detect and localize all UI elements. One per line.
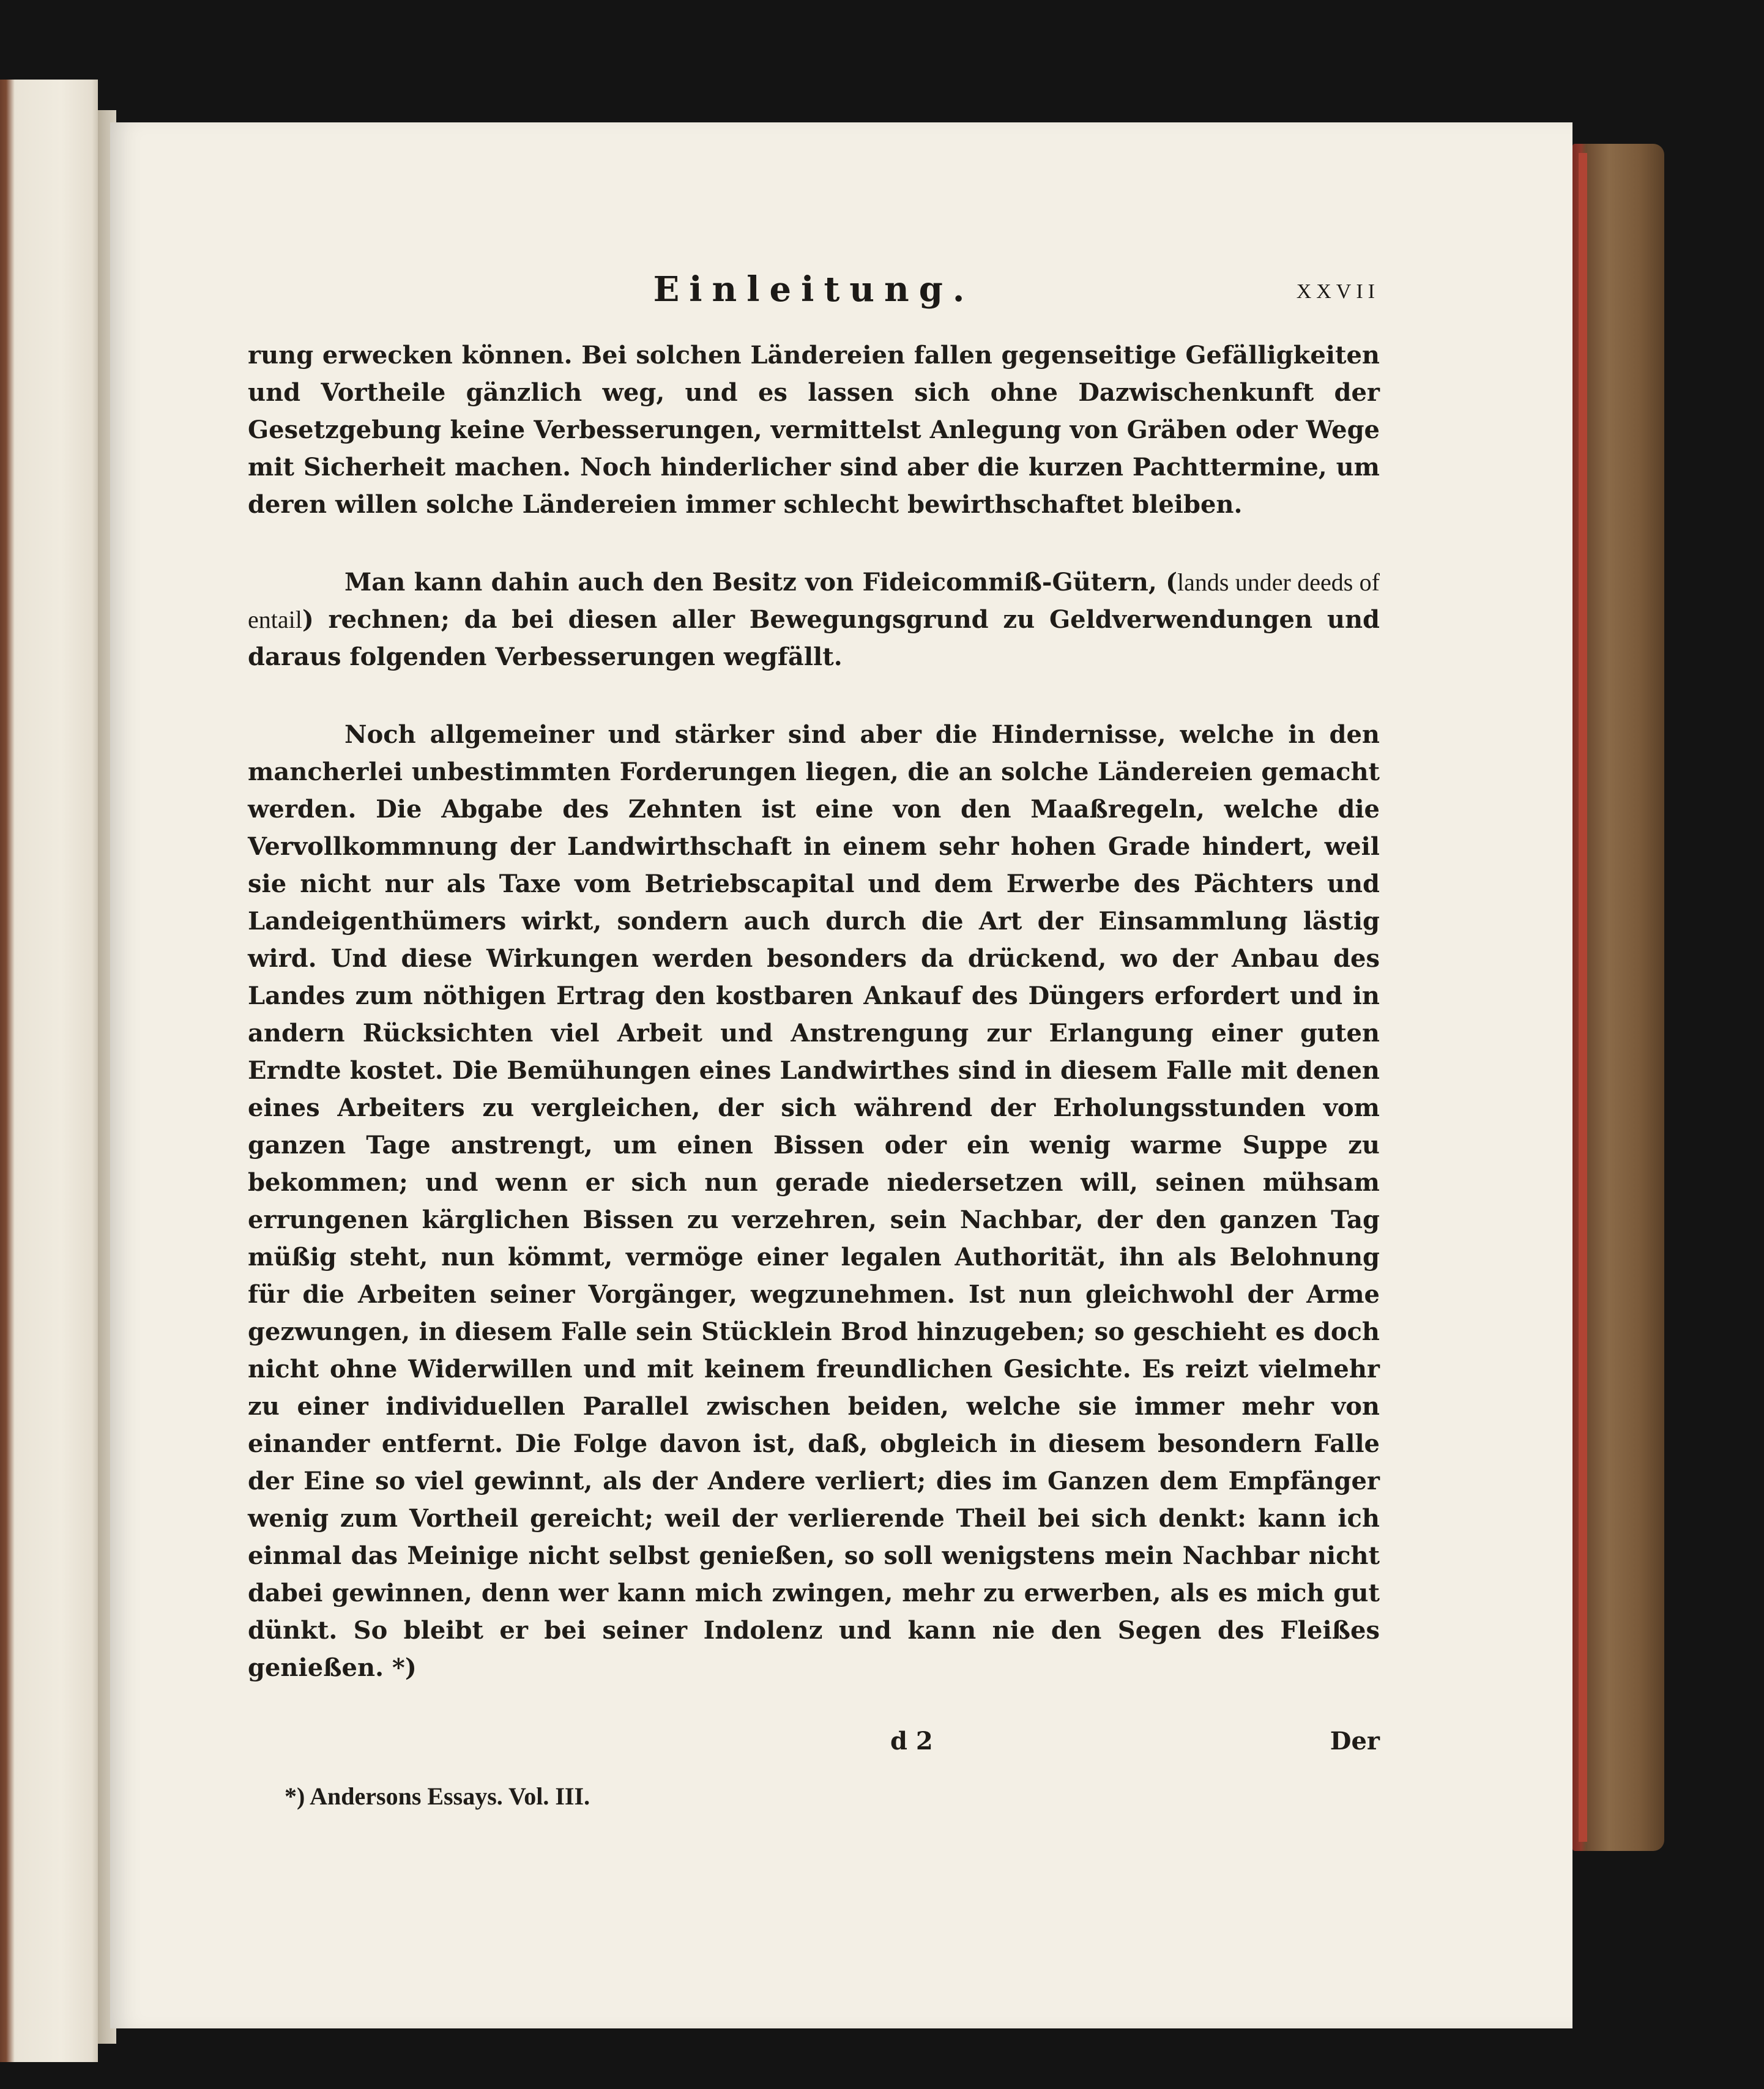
paragraph-2 xyxy=(248,564,1380,676)
page-number: XXVII xyxy=(1296,280,1380,303)
paragraph-3: Noch allgemeiner und stärker sind aber die Hindernisse, welche in den mancherlei unbestimmten Forderungen liegen, die an solche Ländereien gemacht werden. Die Abgabe des Zehnten ist eine von den Maaßregeln, welche die Vervollkommnung der Landwirthschaft in einem sehr hohen Grade hindert, weil sie nicht nur als Taxe vom Betriebscapital und dem Erwerbe des Pächters und Landeigenthümers wirkt, sondern auch durch die Art der Einsammlung lästig wird. Und diese Wirkungen werden besonders da drückend, wo der Anbau des Landes zum nöthigen Ertrag den kostbaren Ankauf des Düngers erfordert und in andern Rücksichten viel Arbeit und Anstrengung zur Erlangung einer guten Erndte kostet. Die Bemühungen eines Landwirthes sind in diesem Falle mit denen eines Arbeiters zu vergleichen, der sich während der Erholungsstunden vom ganzen Tage anstrengt, um einen Bissen oder ein wenig warme Suppe zu bekommen; und wenn er sich nun gerade niedersetzen will, seinen mühsam errungenen kärglichen Bissen zu verzehren, sein Nachbar, der den ganzen Tag müßig steht, nun kömmt, vermöge einer legalen Authorität, ihn als Belohnung für die Arbeiten seiner Vorgänger, wegzunehmen. Ist nun gleichwohl der Arme gezwungen, in diesem Falle sein Stücklein Brod hinzugeben; so geschieht es doch nicht ohne Widerwillen und mit keinem freundlichen Gesichte. Es reizt vielmehr zu einer individuellen Parallel zwischen beiden, welche sie immer mehr von einander entfernt. Die Folge davon ist, daß, obgleich in diesem besondern Falle der Eine so viel gewinnt, als der Andere verliert; dies im Ganzen dem Empfänger wenig zum Vortheil gereicht; weil der verlierende Theil bei sich denkt: kann ich einmal das Meinige nicht selbst genießen, so soll wenigstens mein Nachbar nicht dabei gewinnen, denn wer kann mich zwingen, mehr zu erwerben, als es mich gut dünkt. So bleibt er bei seiner Indolenz und kann nie den Segen des Fleißes genießen. *) xyxy=(248,720,1380,1682)
catchword: Der xyxy=(1330,1727,1380,1756)
previous-page xyxy=(0,80,98,2062)
paragraph-2-after: ) rechnen; da bei diesen aller Bewegungsgrund zu Geldverwendungen und daraus folgenden Verbesserungen wegfällt. xyxy=(248,605,1380,671)
signature-mark: d 2 xyxy=(890,1727,933,1756)
signature-line xyxy=(248,1721,1380,1776)
paragraph-2-before: Man kann dahin auch den Besitz von Fideicommiß-Gütern, ( xyxy=(344,568,1177,597)
book-page-edge xyxy=(1579,153,1587,1842)
page-content xyxy=(248,269,1380,1811)
footnote: *) Andersons Essays. Vol. III. xyxy=(285,1782,590,1810)
running-head xyxy=(248,269,1380,337)
paragraph-1: rung erwecken können. Bei solchen Ländereien fallen gegenseitige Gefälligkeiten und Vortheile gänzlich weg, und es lassen sich ohne Dazwischenkunft der Gesetzgebung keine Verbesserungen, vermittelst Anlegung von Gräben oder Wege mit Sicherheit machen. Noch hinderlicher sind aber die kurzen Pachttermine, um deren willen solche Ländereien immer schlecht bewirthschaftet bleiben. xyxy=(248,341,1380,519)
paragraph-2-latin-term: lands under deeds of entail xyxy=(248,568,1380,633)
running-head-title: Einleitung. xyxy=(653,269,975,310)
book-page xyxy=(110,122,1572,2028)
